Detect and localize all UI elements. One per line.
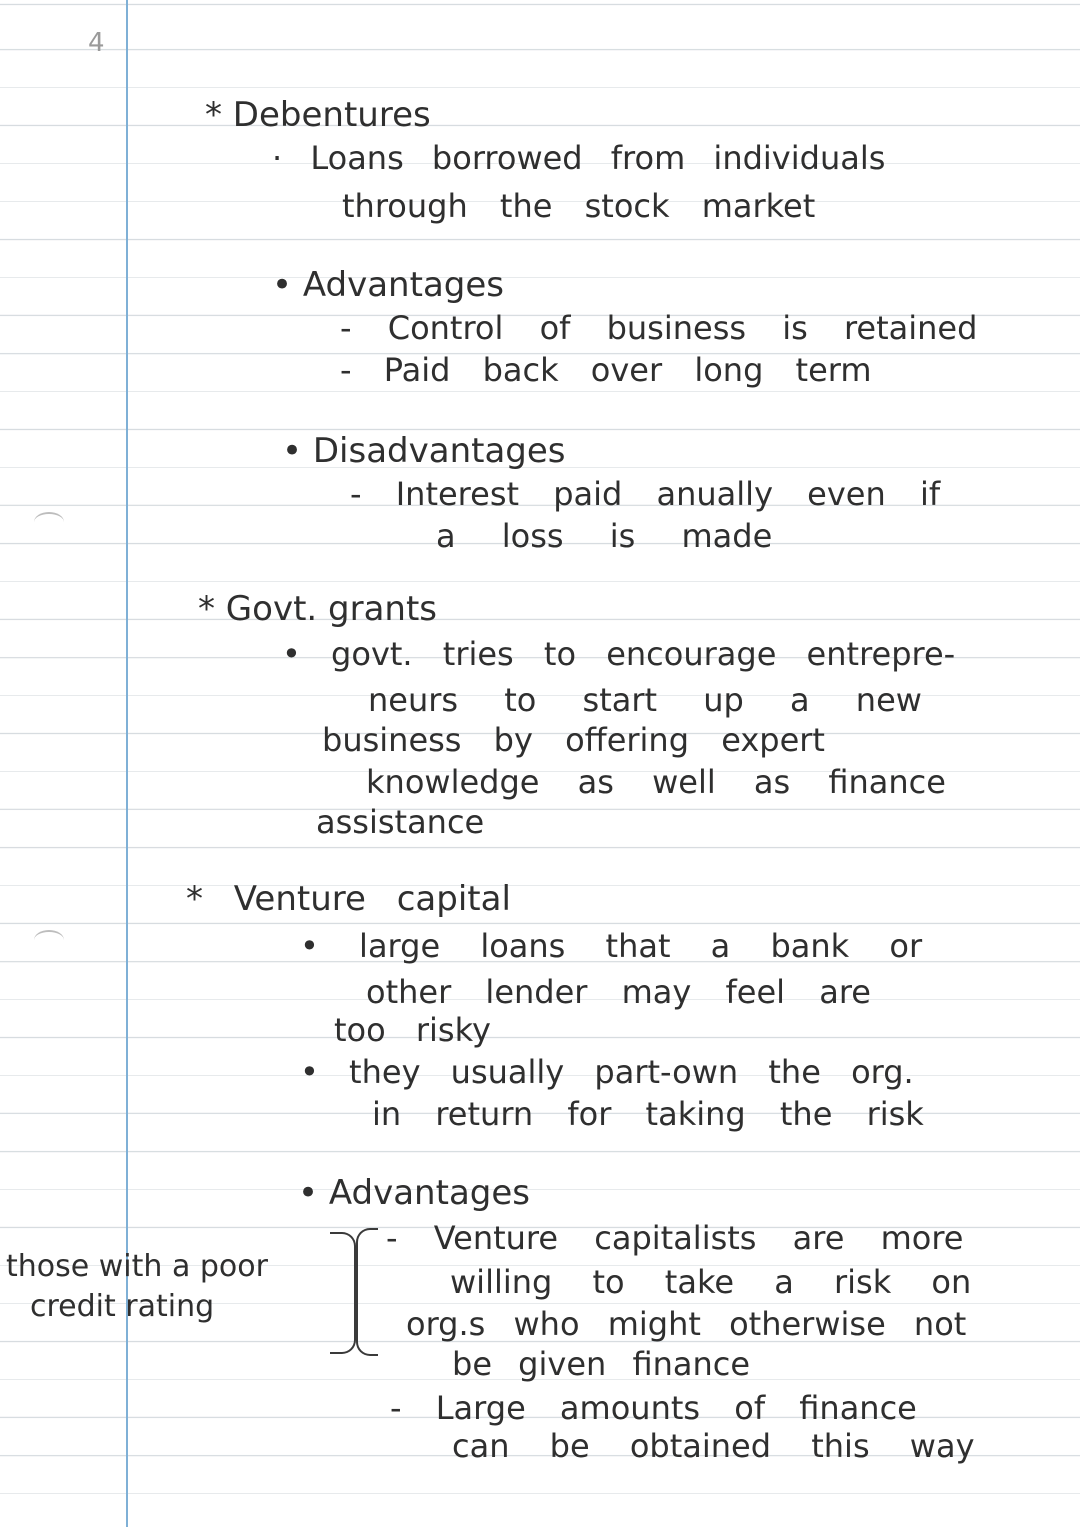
govt-grants-heading: * Govt. grants: [198, 589, 438, 629]
debentures-advantage-2: - Paid back over long term: [340, 351, 872, 389]
govt-grants-line5: assistance: [316, 803, 485, 841]
margin-note-brace: [330, 1232, 356, 1354]
page-number: 4: [88, 28, 105, 58]
advantages-brace: [356, 1228, 378, 1356]
punch-hole-mark: [34, 930, 64, 950]
punch-hole-mark: [34, 512, 64, 532]
govt-grants-line3: business by offering expert: [322, 721, 825, 759]
debentures-heading: * Debentures: [205, 95, 431, 135]
debentures-advantage-1: - Control of business is retained: [340, 309, 978, 347]
venture-capital-heading: * Venture capital: [186, 879, 511, 919]
debentures-definition-line2: through the stock market: [342, 187, 816, 225]
venture-capital-advantage-1-line3: org.s who might otherwise not: [406, 1305, 967, 1343]
venture-capital-advantage-1-line4: be given finance: [452, 1345, 751, 1383]
venture-capital-advantages-heading: • Advantages: [298, 1173, 530, 1213]
margin-note-line2: credit rating: [30, 1289, 215, 1324]
venture-capital-bullet1-line3: too risky: [334, 1011, 491, 1049]
venture-capital-advantage-2-line2: can be obtained this way: [452, 1427, 975, 1465]
govt-grants-line4: knowledge as well as finance: [366, 763, 946, 801]
venture-capital-bullet2-line2: in return for taking the risk: [372, 1095, 924, 1133]
debentures-definition-line1: · Loans borrowed from individuals: [272, 139, 886, 177]
venture-capital-advantage-1-line1: - Venture capitalists are more: [386, 1219, 964, 1257]
venture-capital-bullet1-line2: other lender may feel are: [366, 973, 871, 1011]
venture-capital-advantage-2-line1: - Large amounts of finance: [390, 1389, 917, 1427]
venture-capital-advantage-1-line2: willing to take a risk on: [450, 1263, 972, 1301]
govt-grants-line2: neurs to start up a new: [368, 681, 922, 719]
venture-capital-bullet1-line1: • large loans that a bank or: [300, 927, 923, 965]
debentures-disadvantage-1-line1: - Interest paid anually even if: [350, 475, 941, 513]
debentures-advantages-heading: • Advantages: [272, 265, 504, 305]
margin-note-line1: those with a poor: [6, 1249, 268, 1284]
venture-capital-bullet2-line1: • they usually part-own the org.: [300, 1053, 914, 1091]
debentures-disadvantages-heading: • Disadvantages: [282, 431, 566, 471]
govt-grants-line1: • govt. tries to encourage entrepre-: [282, 635, 956, 673]
debentures-disadvantage-1-line2: a loss is made: [436, 517, 773, 555]
